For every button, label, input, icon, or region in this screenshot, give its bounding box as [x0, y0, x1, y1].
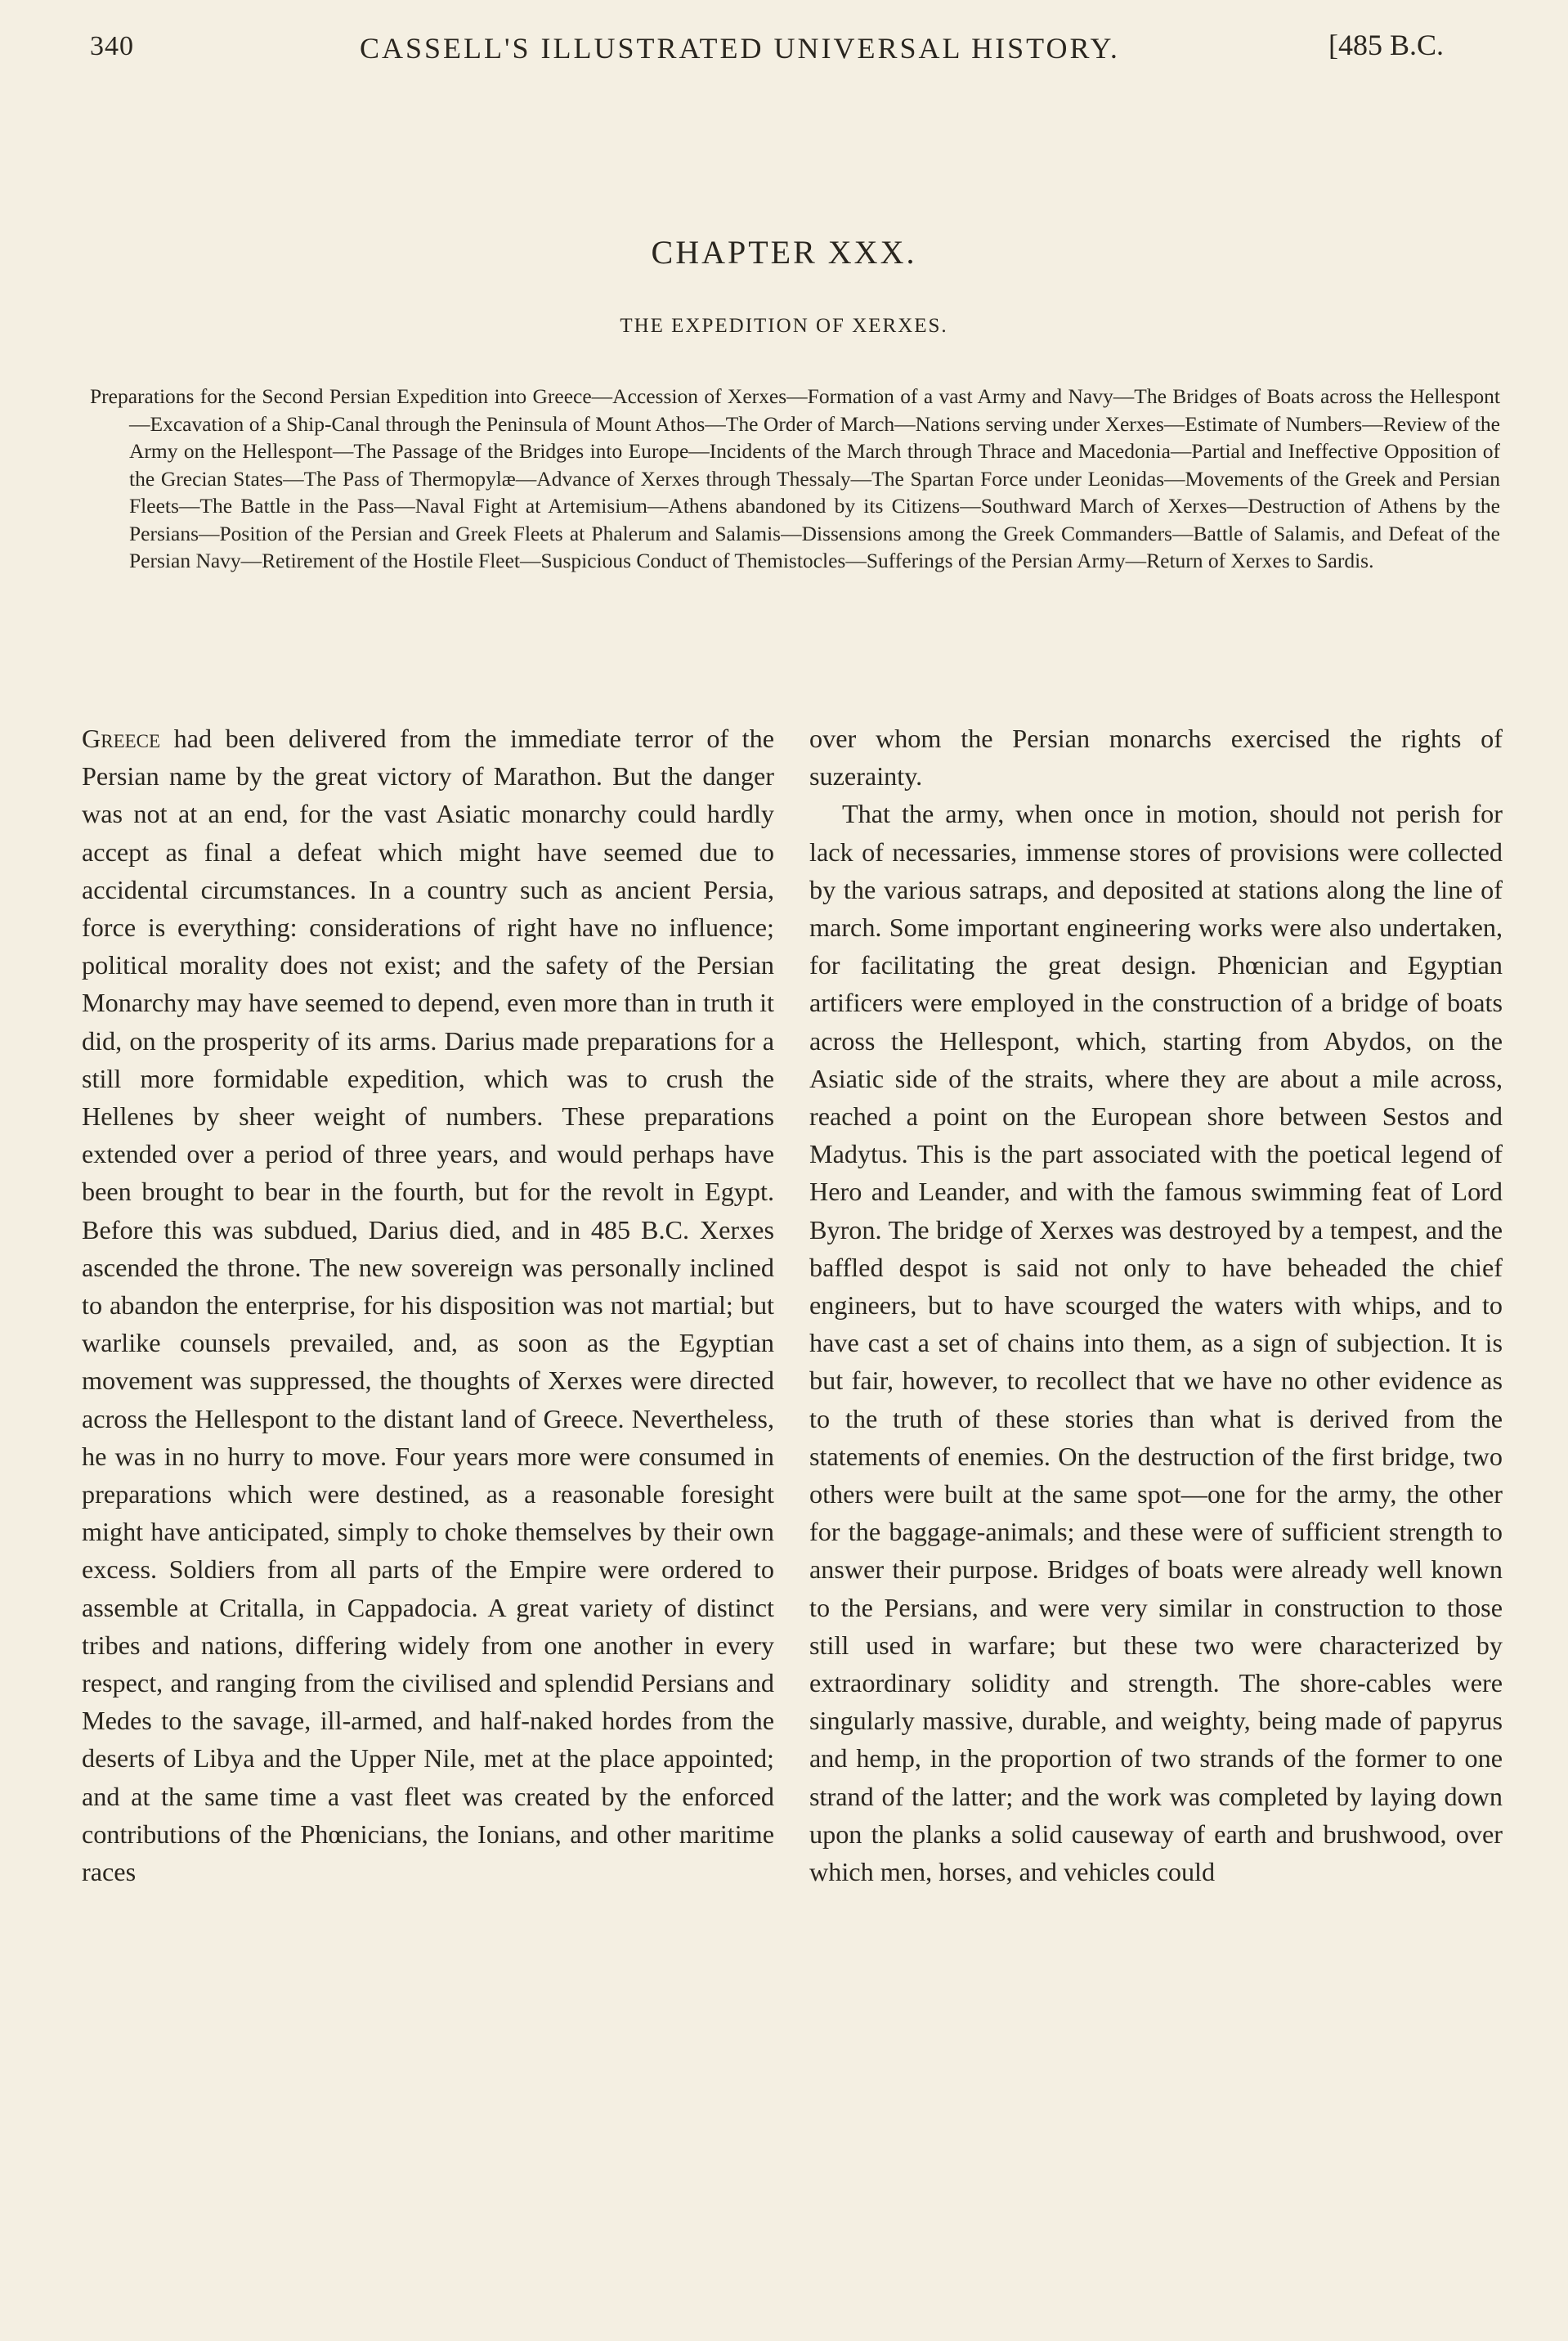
page-number: 340 — [90, 31, 134, 61]
left-paragraph — [82, 720, 774, 1890]
right-column — [809, 720, 1503, 1890]
left-column — [82, 720, 774, 1890]
page-header — [0, 25, 1568, 74]
running-title: CASSELL'S ILLUSTRATED UNIVERSAL HISTORY. — [360, 32, 1120, 65]
right-continuation: over whom the Persian monarchs exercised the rights of suzerainty. — [809, 724, 1503, 792]
chapter-summary — [90, 383, 1500, 575]
right-paragraph: That the army, when once in motion, should not perish for lack of necessaries, immense stores of provisions were collected by the various satraps, and deposited at stations along the line of march. Some important engineering works were also undertaken, for facilitating the great design. Phœnician and Egyptian artificers were employed in the construction of a bridge of boats across the Hellespont, which, starting from Abydos, on the Asiatic side of the straits, where they are about a mile across, reached a point on the European shore between Sestos and Madytus. This is the part associated with the poetical legend of Hero and Leander, and with the famous swimming feat of Lord Byron. The bridge of Xerxes was destroyed by a tempest, and the baffled despot is said not only to have beheaded the chief engineers, but to have scourged the waters with whips, and to have cast a set of chains into them, as a sign of subjection. It is but fair, however, to recollect that we have no other evidence as to the truth of these stories than what is derived from the statements of enemies. On the destruction of the first bridge, two others were built at the same spot—one for the army, the other for the baggage-animals; and these were of sufficient strength to answer their purpose. Bridges of boats were already well known to the Persians, and were very similar in construction to those still used in warfare; but these two were characterized by extraordinary solidity and strength. The shore-cables were singularly massive, durable, and weighty, being made of papyrus and hemp, in the proportion of two strands of the former to one strand of the latter; and the work was completed by laying down upon the planks a solid causeway of earth and brushwood, over which men, horses, and vehicles could — [809, 799, 1503, 1887]
opening-word: Greece — [82, 724, 161, 753]
chapter-title: CHAPTER XXX. — [651, 234, 917, 271]
left-paragraph-text: had been delivered from the immediate terror of the Persian name by the great victory of Marathon. But the danger was not at an end, for the vast Asiatic monarchy could hardly accept as final a defeat which might have seemed due to accidental circumstances. In a country such as ancient Persia, force is everything: considerations of right have no influence; political morality does not exist; and the safety of the Persian Monarchy may have seemed to depend, even more than in truth it did, on the prosperity of its arms. Darius made preparations for a still more formidable expedition, which was to crush the Hellenes by sheer weight of numbers. These preparations extended over a period of three years, and would perhaps have been brought to bear in the fourth, but for the revolt in Egypt. Before this was subdued, Darius died, and in 485 B.C. Xerxes ascended the throne. The new sovereign was personally inclined to abandon the enterprise, for his disposition was not martial; but warlike counsels prevailed, and, as soon as the Egyptian movement was suppressed, the thoughts of Xerxes were directed across the Hellespont to the distant land of Greece. Nevertheless, he was in no hurry to move. Four years more were consumed in preparations which were destined, as a reasonable foresight might have anticipated, simply to choke themselves by their own excess. Soldiers from all parts of the Empire were ordered to assemble at Critalla, in Cappadocia. A great variety of distinct tribes and nations, differing widely from one another in every respect, and ranging from the civilised and splendid Persians and Medes to the savage, ill-armed, and half-naked hordes from the deserts of Libya and the Upper Nile, met at the place appointed; and at the same time a vast fleet was created by the enforced contributions of the Phœnicians, the Ionians, and other maritime races — [82, 724, 775, 1887]
chapter-summary-text: Preparations for the Second Persian Expedition into Greece—Accession of Xerxes—Formation of a vast Army and Navy—The Bridges of Boats across the Hellespont—Excavation of a Ship-Canal through the Peninsula of Mount Athos—The Order of March—Nations serving under Xerxes—Estimate of Numbers—Review of the Army on the Hellespont—The Passage of the Bridges into Europe—Incidents of the March through Thrace and Macedonia—Partial and Ineffective Opposition of the Grecian States—The Pass of Thermopylæ—Advance of Xerxes through Thessaly—The Spartan Force under Leonidas—Movements of the Greek and Persian Fleets—The Battle in the Pass—Naval Fight at Artemisium—Athens abandoned by its Citizens—Southward March of Xerxes—Destruction of Athens by the Persians—Position of the Persian and Greek Fleets at Phalerum and Salamis—Dissensions among the Greek Commanders—Battle of Salamis, and Defeat of the Persian Navy—Retirement of the Hostile Fleet—Suspicious Conduct of Themistocles—Sufferings of the Persian Army—Return of Xerxes to Sardis. — [90, 384, 1500, 572]
date-marker: [485 B.C. — [1328, 29, 1445, 61]
chapter-subtitle: THE EXPEDITION OF XERXES. — [620, 315, 948, 337]
